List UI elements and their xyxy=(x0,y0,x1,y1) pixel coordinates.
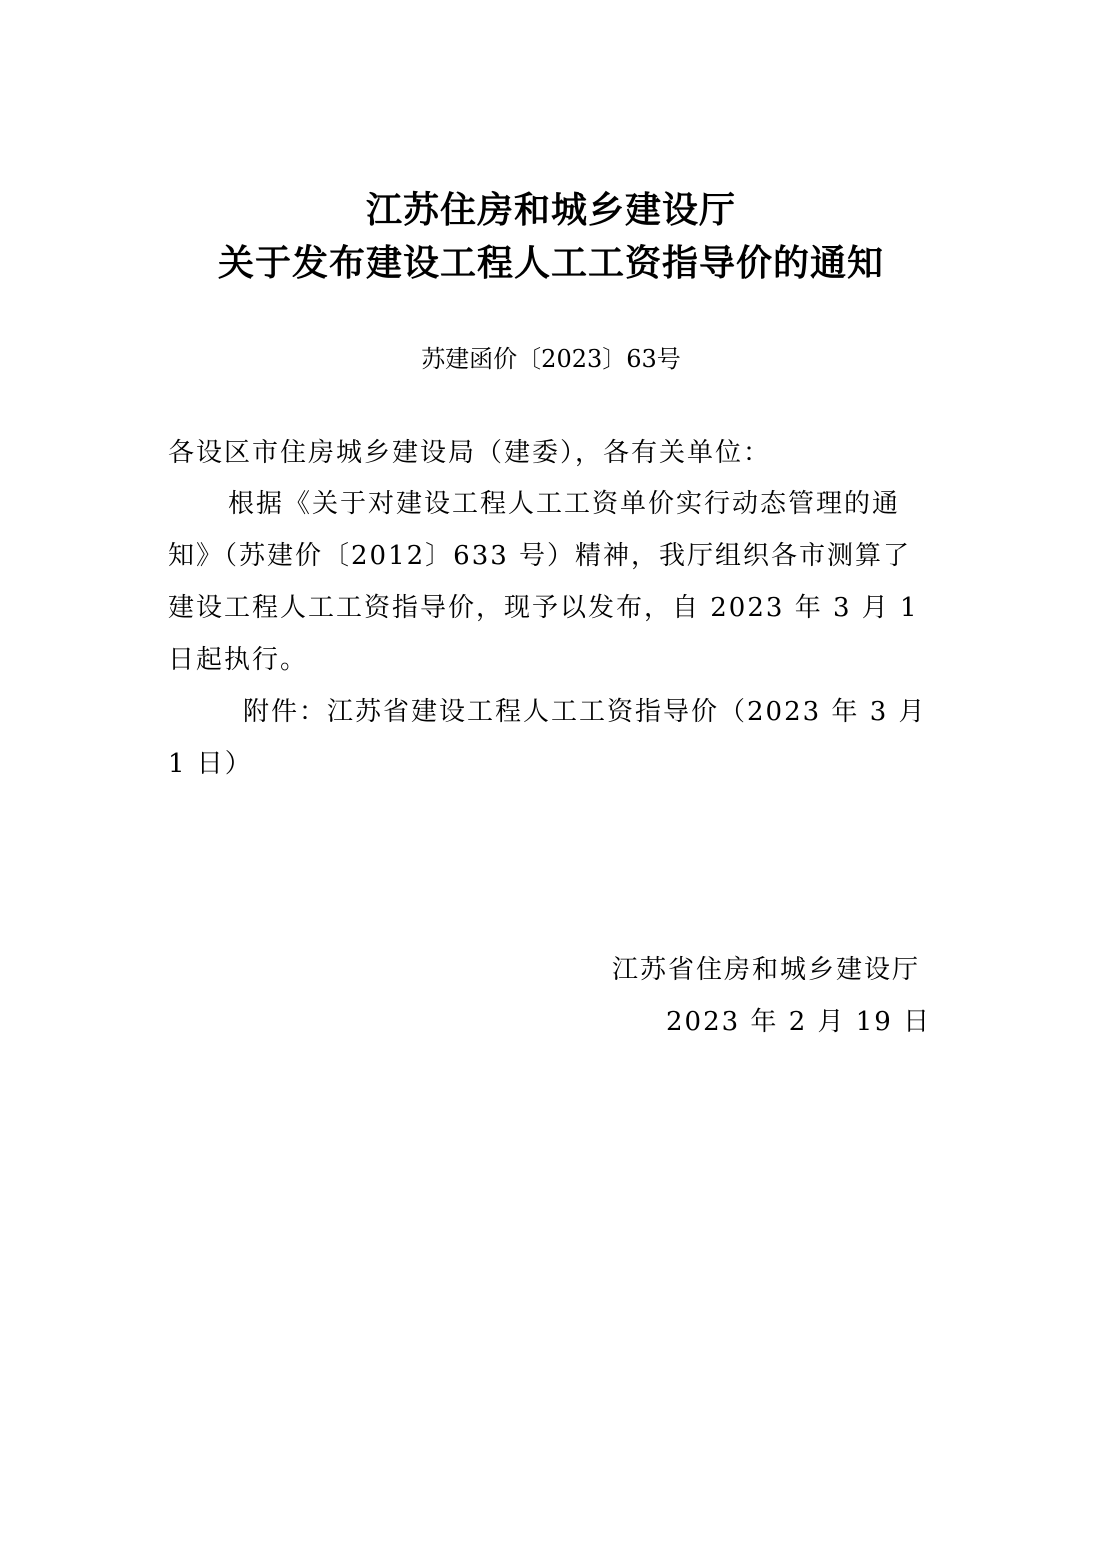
salutation: 各设区市住房城乡建设局（建委），各有关单位： xyxy=(168,438,772,468)
issuer-name: 江苏省住房和城乡建设厅 xyxy=(612,955,921,985)
paragraph-line-3: 建设工程人工工资指导价，现予以发布，自 2023 年 3 月 1 xyxy=(168,593,919,623)
issue-date: 2023 年 2 月 19 日 xyxy=(666,1007,932,1037)
attachment-line-1: 附件：江苏省建设工程人工工资指导价（2023 年 3 月 xyxy=(243,697,927,727)
document-number: 苏建函价〔2023〕63号 xyxy=(421,345,681,373)
paragraph-line-2: 知》（苏建价〔2012〕633 号）精神，我厅组织各市测算了 xyxy=(168,541,912,571)
paragraph-line-4: 日起执行。 xyxy=(168,645,309,675)
paragraph-line-1: 根据《关于对建设工程人工工资单价实行动态管理的通 xyxy=(228,489,901,519)
title-line-1: 江苏住房和城乡建设厅 xyxy=(365,189,736,231)
attachment-line-2: 1 日） xyxy=(168,749,253,779)
title-line-2: 关于发布建设工程人工工资指导价的通知 xyxy=(217,242,884,284)
